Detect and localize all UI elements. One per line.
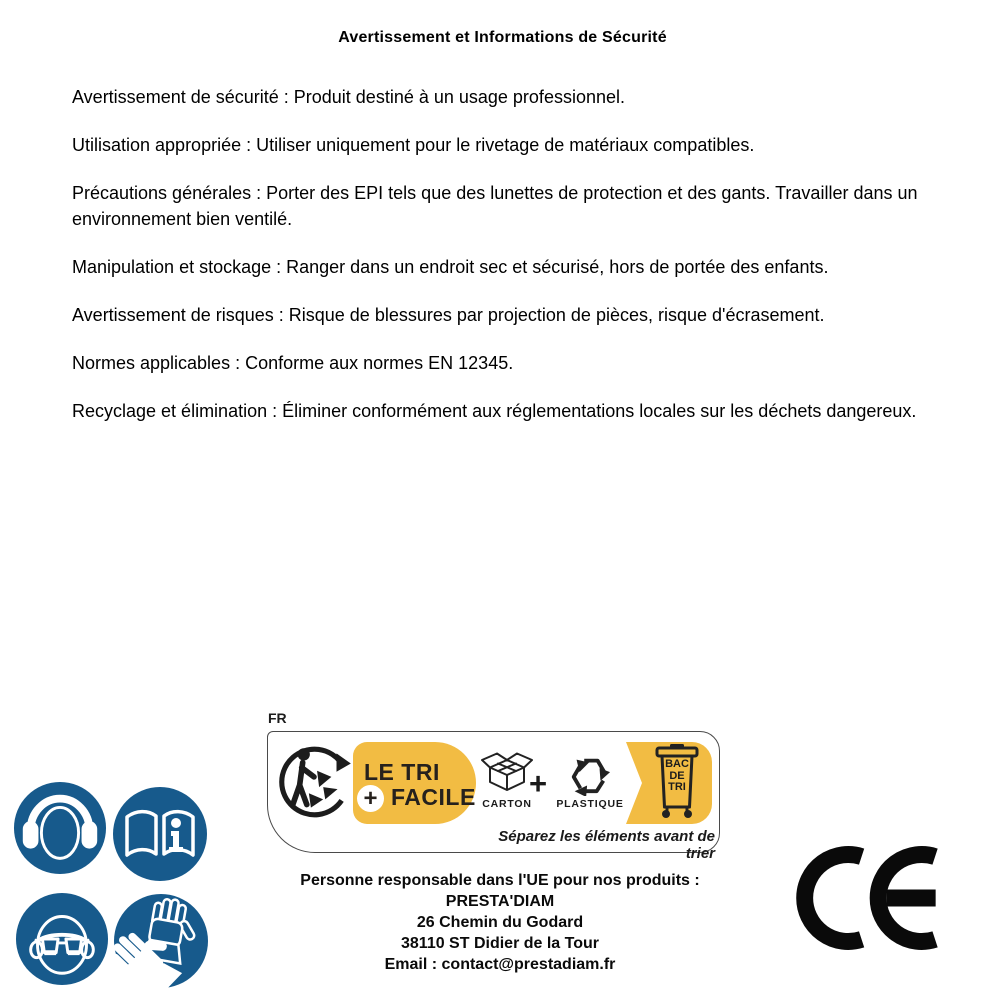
carton-label: CARTON <box>482 798 532 810</box>
email-line: Email : contact@prestadiam.fr <box>384 956 616 973</box>
safety-paragraph: Manipulation et stockage : Ranger dans un endroit sec et sécurisé, hors de portée des enfants. <box>72 257 829 277</box>
wear-protective-gloves-icon <box>113 893 209 989</box>
safety-paragraph: Recyclage et élimination : Éliminer conformément aux réglementations locales sur les déchets dangereux. <box>72 401 917 421</box>
safety-paragraph: Utilisation appropriée : Utiliser uniquement pour le rivetage de matériaux compatibles. <box>72 135 755 155</box>
recycling-triangle-icon <box>566 752 612 796</box>
safety-paragraph: Avertissement de risques : Risque de blessures par projection de pièces, risque d'écrasement. <box>72 305 825 325</box>
contact-block <box>260 870 740 975</box>
wear-ear-protection-icon <box>13 781 107 875</box>
responsible-person-line: Personne responsable dans l'UE pour nos produits : <box>300 872 700 889</box>
plus-separator: + <box>529 766 548 801</box>
ce-mark-icon <box>795 843 940 953</box>
fr-country-label: FR <box>268 710 287 726</box>
page-title: Avertissement et Informations de Sécurité <box>338 29 667 46</box>
safety-paragraph: Normes applicables : Conforme aux normes EN 12345. <box>72 353 514 373</box>
carton-box-icon <box>480 751 534 797</box>
le-tri-label: LE TRI <box>364 759 440 785</box>
safety-paragraph: Précautions générales : Porter des EPI tels que des lunettes de protection et des gants. Travailler dans un environnement bien ventilé. <box>72 183 918 229</box>
read-instruction-manual-icon <box>112 786 208 882</box>
bin-label <box>657 759 697 794</box>
plus-badge-icon: + <box>357 785 384 812</box>
bin-word-de: DE <box>669 769 685 782</box>
safety-paragraph: Avertissement de sécurité : Produit destiné à un usage professionnel. <box>72 87 625 107</box>
triman-icon <box>278 740 352 824</box>
plastique-label: PLASTIQUE <box>556 798 624 810</box>
facile-label: FACILE <box>391 784 476 810</box>
company-name: PRESTA'DIAM <box>445 893 555 910</box>
safety-text-block <box>72 84 972 446</box>
wear-eye-protection-icon <box>15 892 109 986</box>
bin-word-bac: BAC <box>665 758 689 770</box>
address-line-1: 26 Chemin du Godard <box>416 914 584 931</box>
sorting-caption: Séparez les éléments avant de trier <box>498 828 715 862</box>
address-line-2: 38110 ST Didier de la Tour <box>401 935 599 952</box>
recycling-info-box <box>267 731 720 862</box>
bin-word-tri: TRI <box>668 781 686 793</box>
